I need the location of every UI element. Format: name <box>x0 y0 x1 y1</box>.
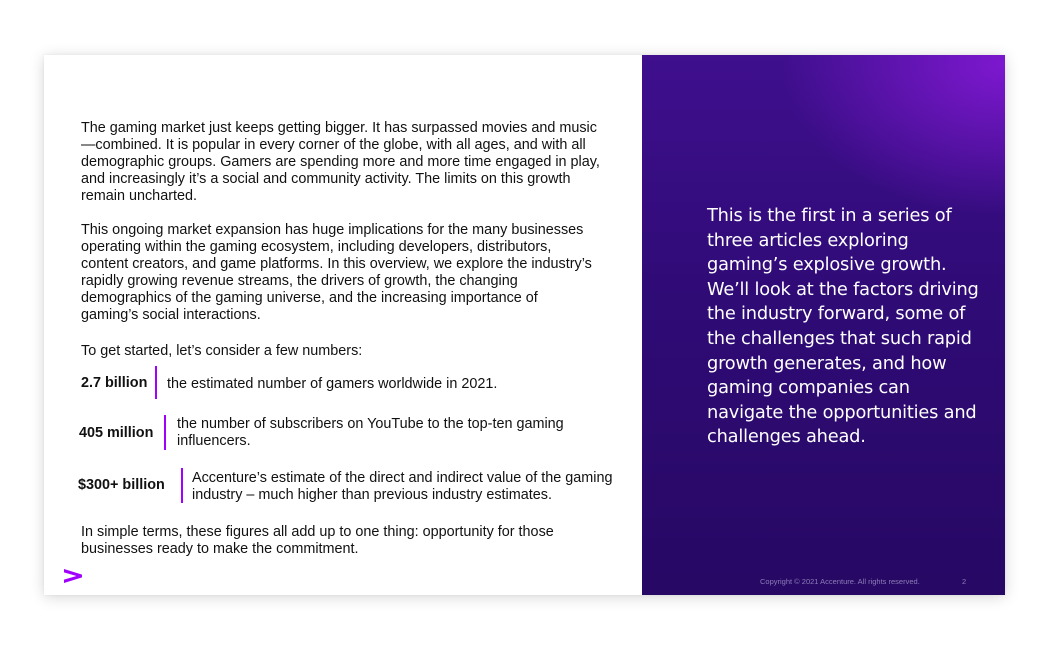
copyright-notice: Copyright © 2021 Accenture. All rights reserved. <box>760 577 920 586</box>
stat-divider <box>164 415 166 450</box>
stat-description: the number of subscribers on YouTube to the top-ten gaming influencers. <box>177 416 564 449</box>
conclusion-paragraph: In simple terms, these figures all add up to one thing: opportunity for those businesses ready to make the commitment. <box>81 524 554 557</box>
intro-paragraph-2: This ongoing market expansion has huge implications for the many businesses operating within the gaming ecosystem, including developers, distributors, content creators, and game platforms. In this overview, we explore the industry’s rapidly growing revenue streams, the drivers of growth, the changing demographics of the gaming universe, and the increasing importance of gaming’s social interactions. <box>81 222 592 323</box>
callout-panel <box>642 55 1005 595</box>
intro-paragraph-3: To get started, let’s consider a few numbers: <box>81 343 363 359</box>
stat-value: $300+ billion <box>78 477 165 493</box>
text-panel <box>44 55 642 595</box>
accenture-logo-icon <box>62 569 84 583</box>
callout-text: This is the first in a series of three articles exploring gaming’s explosive growth. We’ll look at the factors driving the industry forward, some of the challenges that such rapid growth generates, and how gaming companies can navigate the opportunities and challenges ahead. <box>707 205 979 448</box>
stat-value: 2.7 billion <box>81 375 148 391</box>
intro-paragraph-1: The gaming market just keeps getting bigger. It has surpassed movies and music—combined. It is popular in every corner of the globe, with all ages, and with all demographic groups. Gamers are spending more and more time engaged in play, and increasingly it’s a social and community activity. The limits on this growth remain uncharted. <box>81 120 600 204</box>
slide <box>44 55 1005 595</box>
stat-divider <box>155 366 157 399</box>
stat-value: 405 million <box>79 425 154 441</box>
stat-description: Accenture’s estimate of the direct and indirect value of the gaming industry – much higher than previous industry estimates. <box>192 470 613 503</box>
stat-divider <box>181 468 183 503</box>
stat-description: the estimated number of gamers worldwide in 2021. <box>167 376 498 392</box>
page-number: 2 <box>962 577 967 586</box>
